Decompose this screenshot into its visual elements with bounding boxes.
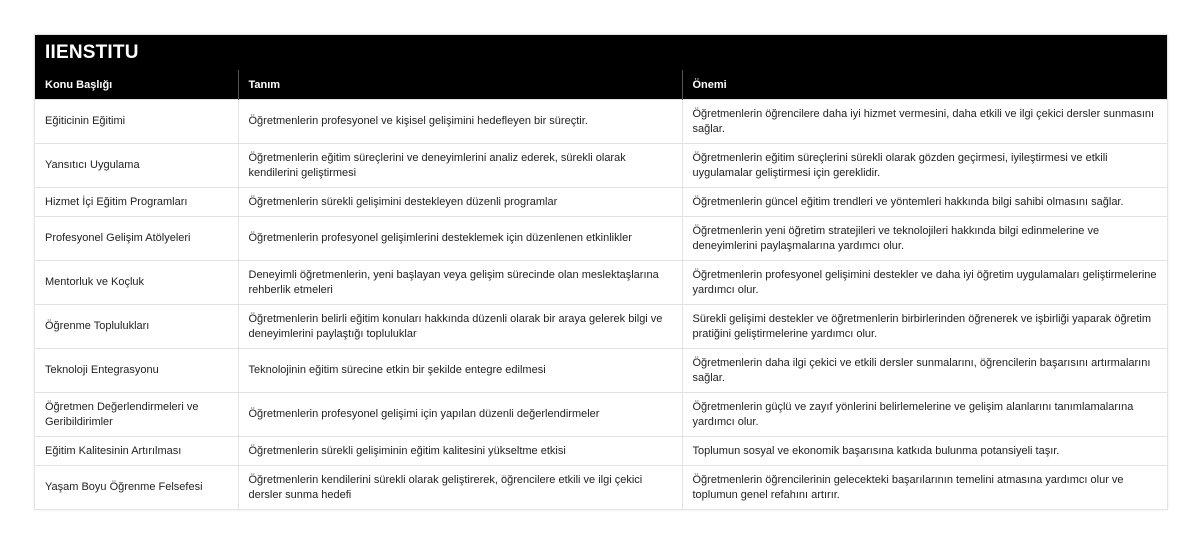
table-row bbox=[35, 437, 1167, 466]
cell-topic: Hizmet İçi Eğitim Programları bbox=[35, 188, 238, 217]
cell-importance: Öğretmenlerin eğitim süreçlerini sürekli olarak gözden geçirmesi, iyileştirmesi ve etkili uygulamalar geliştirmesi için gereklidir. bbox=[682, 144, 1167, 188]
cell-topic: Öğrenme Toplulukları bbox=[35, 305, 238, 349]
cell-importance: Toplumun sosyal ve ekonomik başarısına katkıda bulunma potansiyeli taşır. bbox=[682, 437, 1167, 466]
cell-definition: Öğretmenlerin eğitim süreçlerini ve deneyimlerini analiz ederek, sürekli olarak kendilerini geliştirmesi bbox=[238, 144, 682, 188]
table-row bbox=[35, 100, 1167, 144]
header-topic: Konu Başlığı bbox=[35, 70, 238, 100]
content-table-card bbox=[34, 34, 1168, 510]
cell-importance: Öğretmenlerin öğrencilerinin gelecekteki başarılarının temelini atmasına yardımcı olur ve toplumun genel refahını artırır. bbox=[682, 466, 1167, 510]
table-row bbox=[35, 188, 1167, 217]
cell-definition: Öğretmenlerin sürekli gelişimini destekleyen düzenli programlar bbox=[238, 188, 682, 217]
cell-importance: Öğretmenlerin güncel eğitim trendleri ve yöntemleri hakkında bilgi sahibi olmasını sağlar. bbox=[682, 188, 1167, 217]
cell-definition: Öğretmenlerin belirli eğitim konuları hakkında düzenli olarak bir araya gelerek bilgi ve deneyimlerini paylaştığı topluluklar bbox=[238, 305, 682, 349]
topics-table bbox=[35, 70, 1167, 509]
header-definition: Tanım bbox=[238, 70, 682, 100]
cell-definition: Deneyimli öğretmenlerin, yeni başlayan veya gelişim sürecinde olan meslektaşlarına rehberlik etmeleri bbox=[238, 261, 682, 305]
table-row bbox=[35, 217, 1167, 261]
table-row bbox=[35, 466, 1167, 510]
cell-importance: Öğretmenlerin profesyonel gelişimini destekler ve daha iyi öğretim uygulamaları geliştirmelerine yardımcı olur. bbox=[682, 261, 1167, 305]
cell-importance: Öğretmenlerin yeni öğretim stratejileri ve teknolojileri hakkında bilgi edinmelerine ve deneyimlerini paylaşmalarına yardımcı olur. bbox=[682, 217, 1167, 261]
table-row bbox=[35, 144, 1167, 188]
cell-topic: Eğitim Kalitesinin Artırılması bbox=[35, 437, 238, 466]
cell-importance: Sürekli gelişimi destekler ve öğretmenlerin birbirlerinden öğrenerek ve işbirliği yaparak öğretim pratiğini geliştirmelerine yardımcı olur. bbox=[682, 305, 1167, 349]
cell-topic: Mentorluk ve Koçluk bbox=[35, 261, 238, 305]
cell-definition: Öğretmenlerin profesyonel gelişimi için yapılan düzenli değerlendirmeler bbox=[238, 393, 682, 437]
cell-topic: Yansıtıcı Uygulama bbox=[35, 144, 238, 188]
header-importance: Önemi bbox=[682, 70, 1167, 100]
cell-definition: Öğretmenlerin kendilerini sürekli olarak geliştirerek, öğrencilere etkili ve ilgi çekici dersler sunma hedefi bbox=[238, 466, 682, 510]
table-row bbox=[35, 305, 1167, 349]
brand-title: IIENSTITU bbox=[35, 35, 1167, 70]
cell-topic: Teknoloji Entegrasyonu bbox=[35, 349, 238, 393]
table-row bbox=[35, 393, 1167, 437]
cell-importance: Öğretmenlerin daha ilgi çekici ve etkili dersler sunmalarını, öğrencilerin başarısını artırmalarını sağlar. bbox=[682, 349, 1167, 393]
cell-topic: Öğretmen Değerlendirmeleri ve Geribildirimler bbox=[35, 393, 238, 437]
table-row bbox=[35, 349, 1167, 393]
table-row bbox=[35, 261, 1167, 305]
cell-importance: Öğretmenlerin güçlü ve zayıf yönlerini belirlemelerine ve gelişim alanlarını tanımlamalarına yardımcı olur. bbox=[682, 393, 1167, 437]
cell-definition: Öğretmenlerin profesyonel gelişimlerini desteklemek için düzenlenen etkinlikler bbox=[238, 217, 682, 261]
cell-definition: Öğretmenlerin sürekli gelişiminin eğitim kalitesini yükseltme etkisi bbox=[238, 437, 682, 466]
table-header-row bbox=[35, 70, 1167, 100]
cell-importance: Öğretmenlerin öğrencilere daha iyi hizmet vermesini, daha etkili ve ilgi çekici dersler sunmasını sağlar. bbox=[682, 100, 1167, 144]
cell-topic: Eğiticinin Eğitimi bbox=[35, 100, 238, 144]
cell-topic: Profesyonel Gelişim Atölyeleri bbox=[35, 217, 238, 261]
cell-definition: Teknolojinin eğitim sürecine etkin bir şekilde entegre edilmesi bbox=[238, 349, 682, 393]
cell-topic: Yaşam Boyu Öğrenme Felsefesi bbox=[35, 466, 238, 510]
cell-definition: Öğretmenlerin profesyonel ve kişisel gelişimini hedefleyen bir süreçtir. bbox=[238, 100, 682, 144]
